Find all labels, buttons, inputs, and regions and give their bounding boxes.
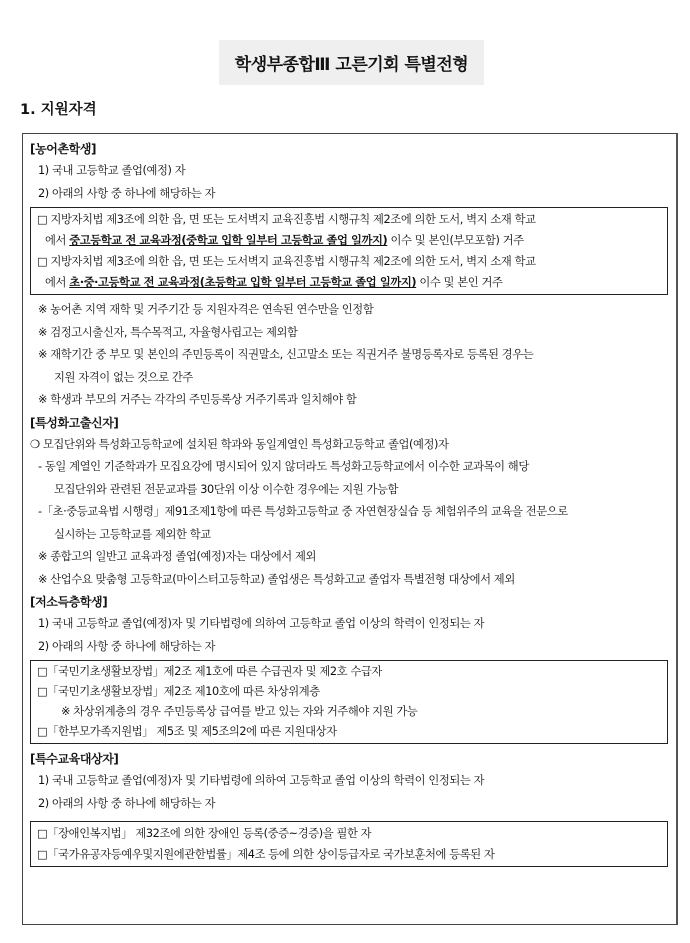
vocational-sub: -「초·중등교육법 시행령」제91조제1항에 따른 특성화고등학교 중 자연현장실습 등 체험위주의 교육을 전문으로 — [38, 505, 568, 518]
rural-note: ※ 재학기간 중 부모 및 본인의 주민등록이 직권말소, 신고말소 또는 직권거주 불명등록자로 등록된 경우는 — [38, 348, 534, 361]
low-income-criterion: □「국민기초생활보장법」제2조 제10호에 따른 차상위계층 — [37, 685, 320, 698]
rural-criteria-box — [30, 207, 668, 295]
rural-criterion-cont — [37, 230, 661, 251]
vocational-note: ※ 종합고의 일반고 교육과정 졸업(예정)자는 대상에서 제외 — [38, 550, 317, 563]
emphasis: 중고등학교 전 교육과정(중학교 입학 일부터 고등학교 졸업 일까지) — [69, 234, 388, 247]
low-income-section-label: [저소득층학생] — [30, 595, 108, 609]
rural-item: 1) 국내 고등학교 졸업(예정) 자 — [38, 164, 186, 177]
low-income-note: ※ 차상위계층의 경우 주민등록상 급여를 받고 있는 자와 거주해야 지원 가능 — [61, 705, 418, 718]
rural-note-cont: 지원 자격이 없는 것으로 간주 — [54, 370, 193, 384]
text: 이수 및 본인 거주 — [416, 276, 503, 289]
low-income-criterion: □「한부모가족지원법」 제5조 및 제5조의2에 따른 지원대상자 — [37, 725, 337, 738]
text: 에서 — [45, 234, 70, 247]
low-income-criteria-box — [30, 660, 668, 744]
vocational-section-label: [특성화고출신자] — [30, 415, 119, 430]
rural-note: ※ 농어촌 지역 재학 및 거주기간 등 지원자격은 연속된 연수만을 인정함 — [38, 303, 374, 316]
special-ed-item: 1) 국내 고등학교 졸업(예정)자 및 기타법령에 의하여 고등학교 졸업 이상의 학력이 인정되는 자 — [38, 774, 485, 787]
rural-note: ※ 학생과 부모의 거주는 각각의 주민등록상 거주기록과 일치해야 함 — [38, 393, 357, 406]
text: 에서 — [45, 276, 70, 289]
emphasis: 초·중·고등학교 전 교육과정(초등학교 입학 일부터 고등학교 졸업 일까지) — [69, 276, 417, 289]
vocational-sub: - 동일 계열인 기준학과가 모집요강에 명시되어 있지 않더라도 특성화고등학교에서 이수한 교과목이 해당 — [38, 460, 529, 473]
vocational-main: ❍ 모집단위와 특성화고등학교에 설치된 학과와 동일계열인 특성화고등학교 졸업(예정)자 — [30, 437, 449, 451]
vocational-sub-cont: 실시하는 고등학교를 제외한 학교 — [54, 527, 211, 541]
text: 이수 및 본인(부모포함) 거주 — [387, 234, 524, 247]
low-income-criterion: □「국민기초생활보장법」제2조 제1호에 따른 수급권자 및 제2호 수급자 — [37, 665, 382, 678]
rural-section-label: [농어촌학생] — [30, 142, 97, 156]
low-income-item: 1) 국내 고등학교 졸업(예정)자 및 기타법령에 의하여 고등학교 졸업 이상의 학력이 인정되는 자 — [38, 617, 485, 630]
special-ed-item: 2) 아래의 사항 중 하나에 해당하는 자 — [38, 796, 216, 810]
eligibility-box — [22, 133, 678, 925]
section-heading: 1. 지원자격 — [20, 102, 97, 118]
special-ed-criteria-box — [30, 821, 668, 867]
vocational-sub-cont: 모집단위와 관련된 전문교과를 30단위 이상 이수한 경우에는 지원 가능함 — [54, 482, 398, 496]
special-ed-criterion: □「국가유공자등예우및지원에관한법률」제4조 등에 의한 상이등급자로 국가보훈처에 등록된 자 — [37, 848, 495, 861]
rural-criterion: □ 지방자치법 제3조에 의한 읍, 면 또는 도서벽지 교육진흥법 시행규칙 제2조에 의한 도서, 벽지 소재 학교 — [37, 255, 536, 268]
low-income-item: 2) 아래의 사항 중 하나에 해당하는 자 — [38, 639, 216, 653]
page-title: 학생부종합Ⅲ 고른기회 특별전형 — [219, 40, 484, 85]
rural-note: ※ 검정고시출신자, 특수목적고, 자율형사립고는 제외함 — [38, 325, 298, 339]
special-ed-section-label: [특수교육대상자] — [30, 752, 119, 766]
special-ed-criterion: □「장애인복지법」 제32조에 의한 장애인 등록(중증~경증)을 필한 자 — [37, 827, 372, 840]
vocational-note: ※ 산업수요 맞춤형 고등학교(마이스터고등학교) 졸업생은 특성화고교 졸업자 특별전형 대상에서 제외 — [38, 572, 515, 586]
rural-criterion-cont — [37, 272, 661, 293]
rural-criterion: □ 지방자치법 제3조에 의한 읍, 면 또는 도서벽지 교육진흥법 시행규칙 제2조에 의한 도서, 벽지 소재 학교 — [37, 213, 536, 226]
rural-item: 2) 아래의 사항 중 하나에 해당하는 자 — [38, 186, 216, 200]
